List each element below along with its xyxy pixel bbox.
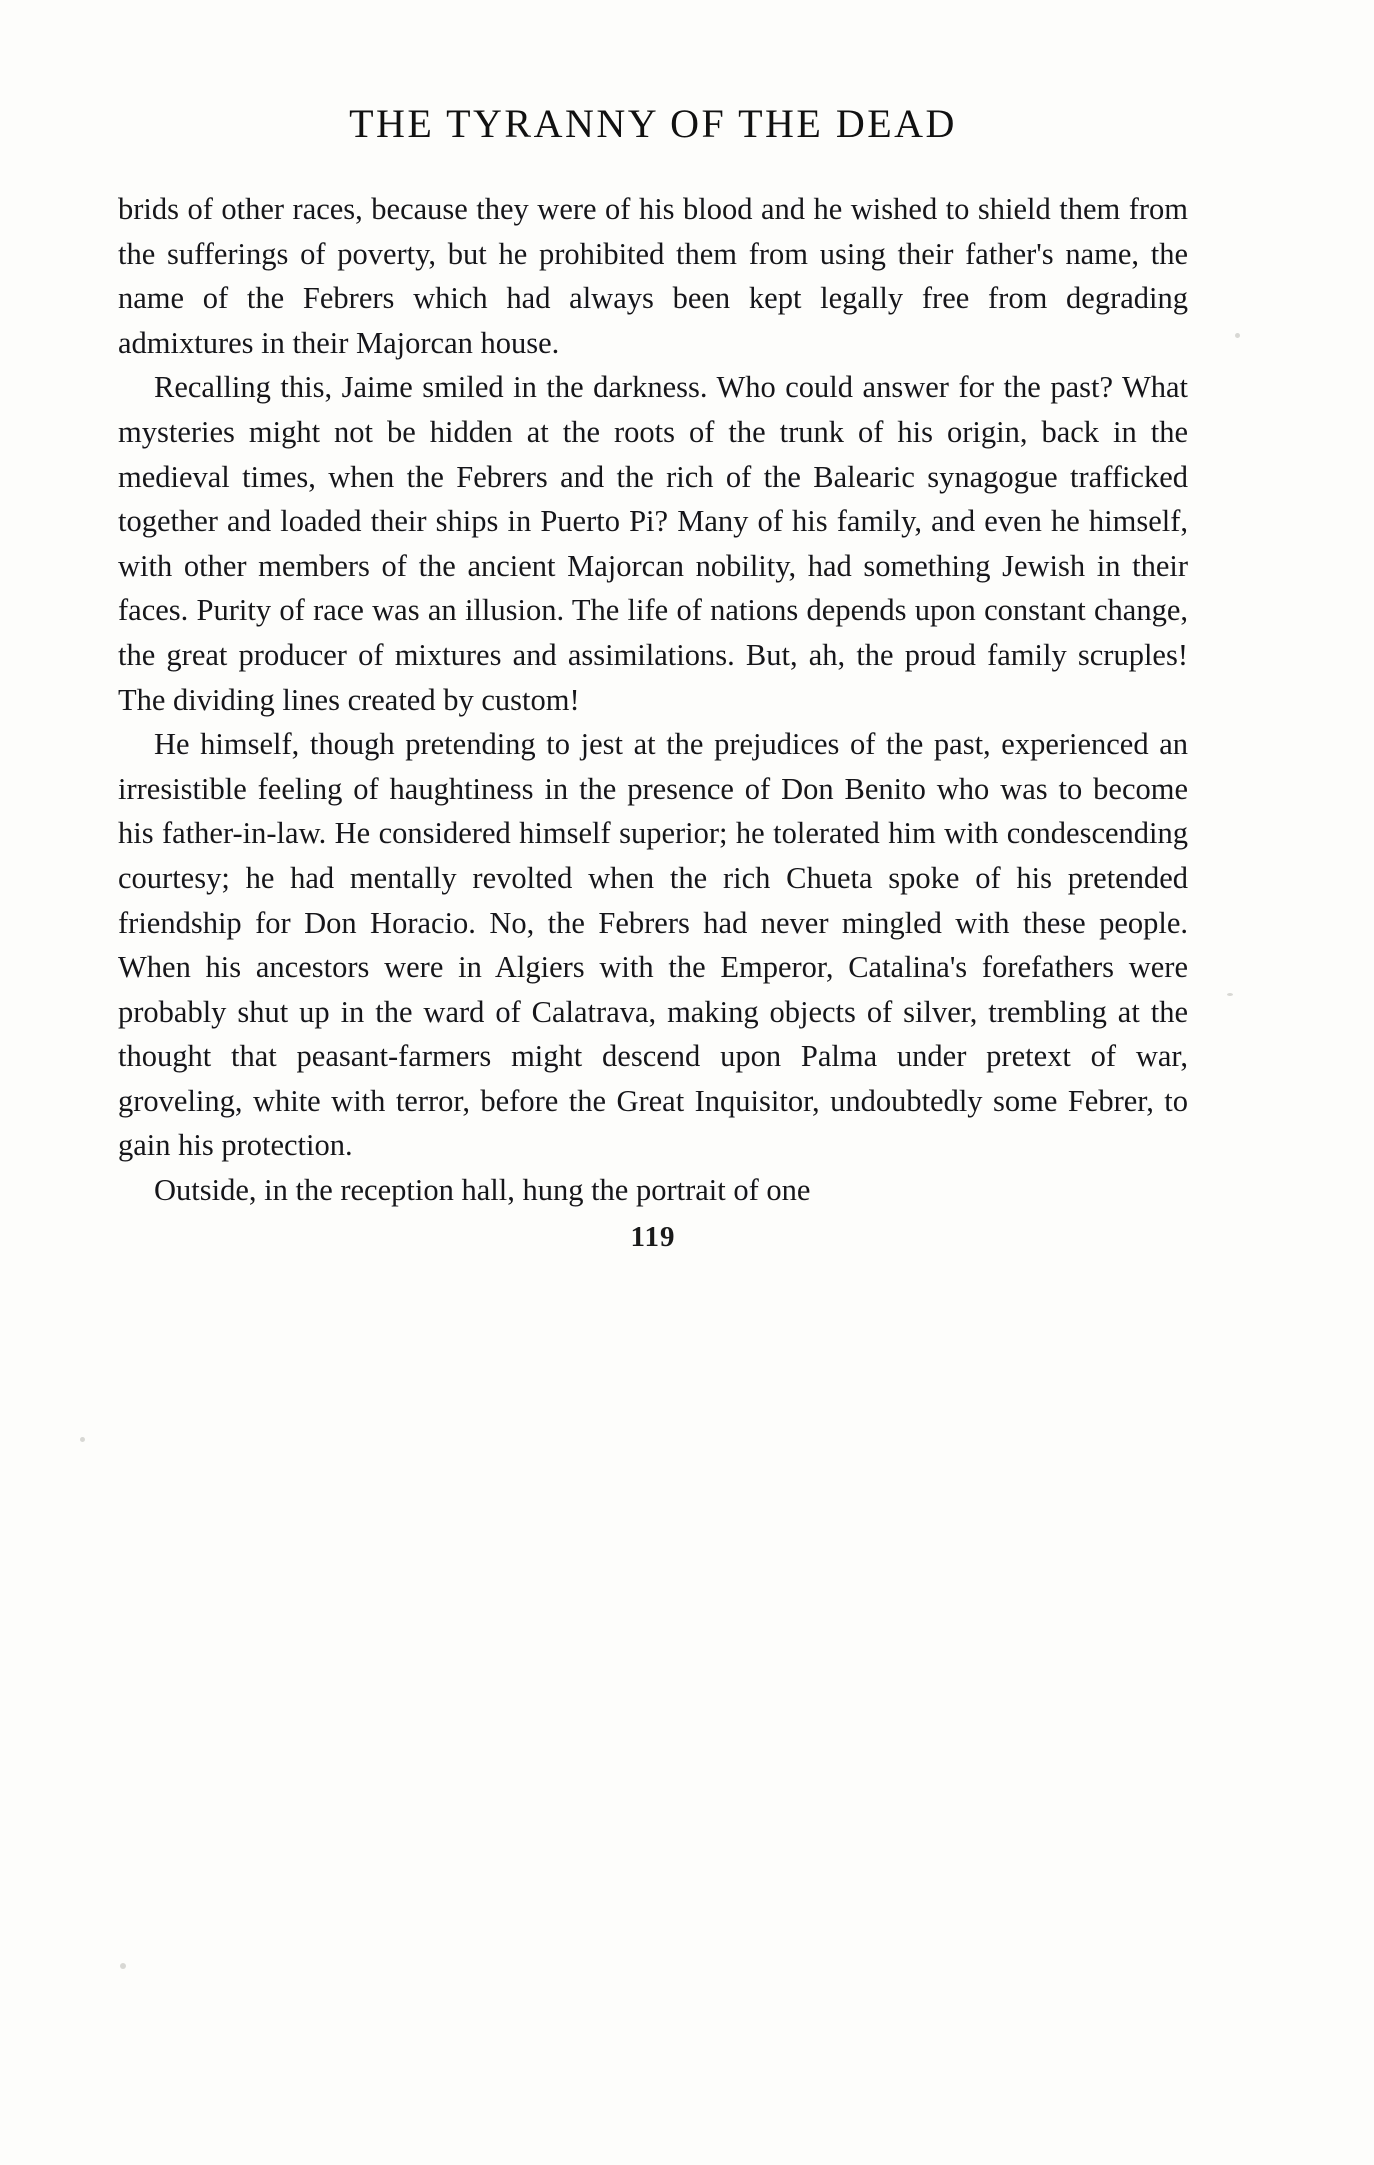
paragraph: brids of other races, because they were of his blood and he wished to shield them from the sufferings of poverty, but he prohibited them from using their father's name, the name of the Febrers which had always been kept legally free from degrading admixtures in their Majorcan house. [118, 192, 1188, 360]
scan-speck [120, 1963, 126, 1969]
scan-speck [1235, 333, 1240, 338]
paragraph: Outside, in the reception hall, hung the portrait of one [154, 1173, 811, 1208]
scan-speck [80, 1437, 85, 1442]
page-number: 119 [630, 1220, 676, 1253]
body-text [118, 187, 1188, 1213]
page-content [118, 100, 1188, 1254]
scan-speck [1227, 993, 1233, 996]
paragraph: Recalling this, Jaime smiled in the darkness. Who could answer for the past? What mysteries might not be hidden at the roots of the trunk of his origin, back in the medieval times, when the Febrers and the rich of the Balearic synagogue trafficked together and loaded their ships in Puerto Pi? Many of his family, and even he himself, with other members of the ancient Majorcan nobility, had something Jewish in their faces. Purity of race was an illusion. The life of nations depends upon constant change, the great producer of mixtures and assimilations. But, ah, the proud family scruples! The dividing lines created by custom! [118, 370, 1188, 717]
running-head: THE TYRANNY OF THE DEAD [349, 101, 957, 146]
paragraph: He himself, though pretending to jest at the prejudices of the past, experienced an irresistible feeling of haughtiness in the presence of Don Benito who was to become his father-in-law. He considered himself superior; he tolerated him with condescending courtesy; he had mentally revolted when the rich Chueta spoke of his pretended friendship for Don Horacio. No, the Febrers had never mingled with these people. When his ancestors were in Algiers with the Emperor, Catalina's forefathers were probably shut up in the ward of Calatrava, making objects of silver, trembling at the thought that peasant-farmers might descend upon Palma under pretext of war, groveling, white with terror, before the Great Inquisitor, undoubtedly some Febrer, to gain his protection. [118, 727, 1188, 1163]
